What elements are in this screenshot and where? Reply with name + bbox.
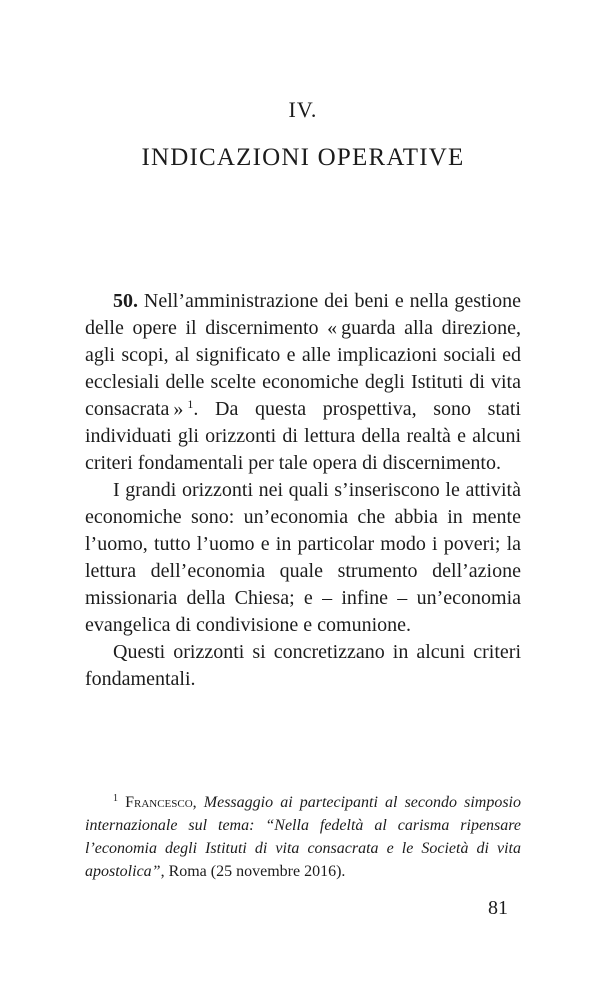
- paragraph-50-text-before-note: Nell’amministrazione dei beni e nella gestione delle opere il discernimento « guarda alla direzione, agli scopi, al significato e alle implicazioni sociali ed ecclesiali delle scelte economiche degli Istituti di vita consacrata »: [85, 290, 521, 420]
- footnote-reference-marker: 1: [187, 397, 194, 411]
- footnote-author-separator: ,: [192, 794, 204, 811]
- footnote-1: [85, 791, 521, 883]
- footnote-author: Francesco: [125, 794, 193, 811]
- footnote-publication-info: , Roma (25 novembre 2016).: [160, 863, 346, 880]
- chapter-heading: [0, 98, 606, 172]
- chapter-number: IV.: [288, 97, 318, 122]
- paragraph-50-text-after-note: . Da questa prospettiva, sono stati individuati gli orizzonti di lettura della realtà e alcuni criteri fondamentali per tale opera di discernimento.: [85, 398, 521, 474]
- footnote-block: [85, 791, 521, 883]
- paragraph-50: [85, 288, 521, 477]
- body-text: [85, 288, 521, 693]
- footnote-number: 1: [113, 793, 118, 804]
- paragraph-horizons: I grandi orizzonti nei quali s’inseriscono le attività economiche sono: un’economia che abbia in mente l’uomo, tutto l’uomo e in particolar modo i poveri; la lettura dell’economia quale strumento dell’azione missionaria della Chiesa; e – infine – un’economia evangelica di condivisione e comunione.: [85, 479, 521, 636]
- section-number: 50.: [113, 290, 138, 312]
- chapter-title: INDICAZIONI OPERATIVE: [141, 144, 465, 171]
- paragraph-criteria: Questi orizzonti si concretizzano in alcuni criteri fondamentali.: [85, 641, 521, 690]
- footnote-work-title: Messaggio ai partecipanti al secondo simposio internazionale sul tema: “Nella fedeltà al carisma ripensare l’economia degli Istituti di vita consacrata e le Società di vita apostolica”: [85, 794, 521, 880]
- page-number: 81: [488, 897, 508, 919]
